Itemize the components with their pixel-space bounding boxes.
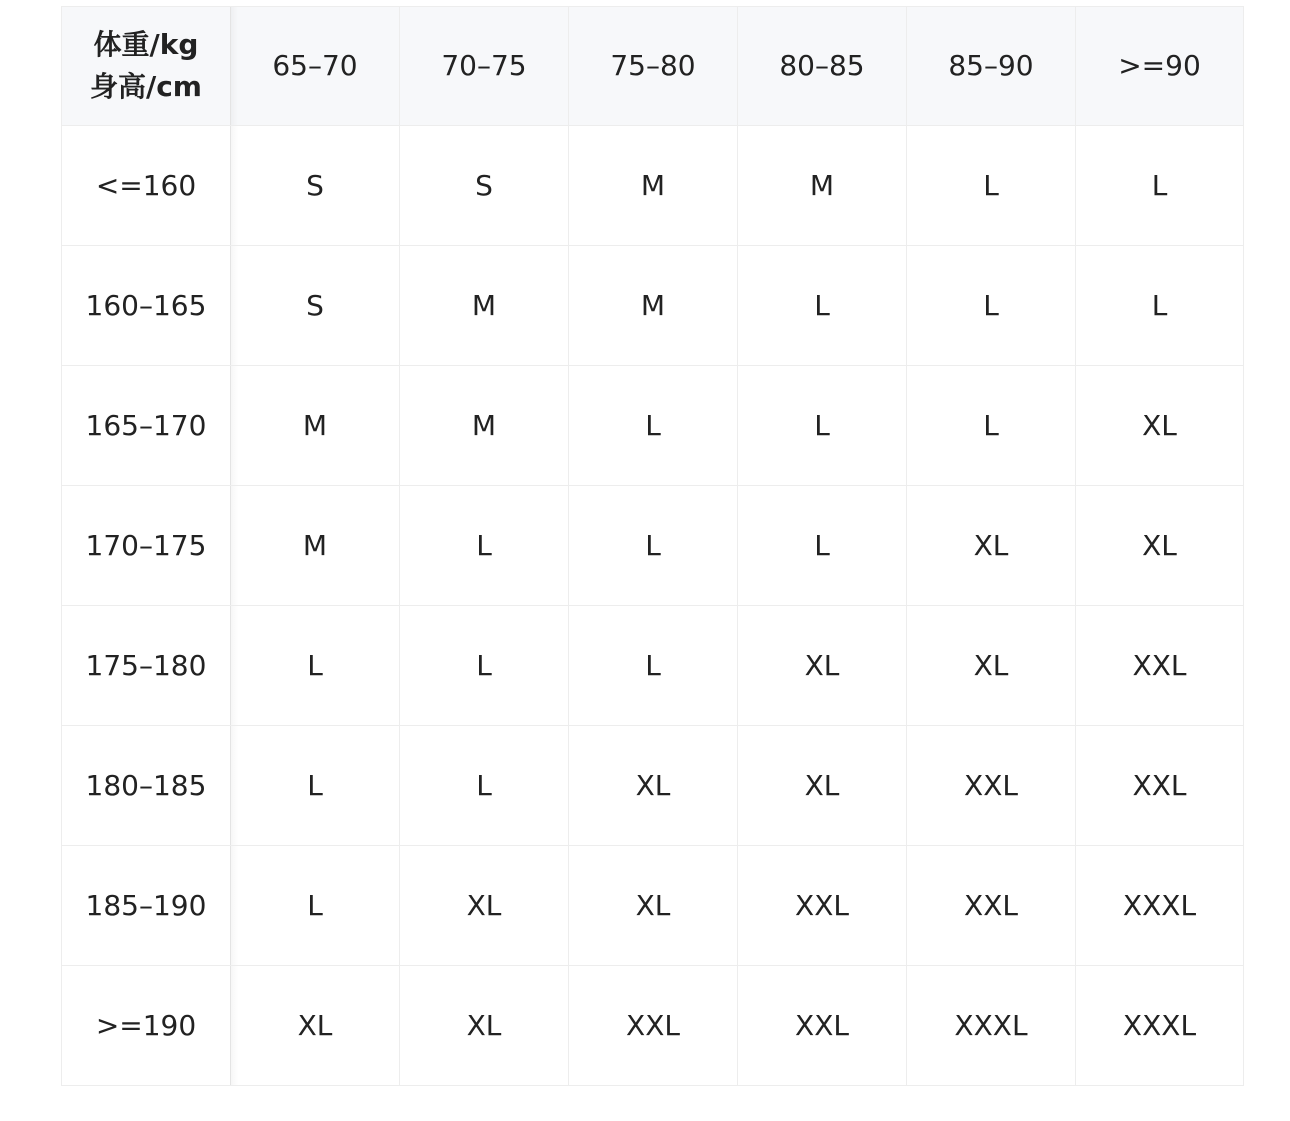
- size-cell: XL: [907, 606, 1076, 726]
- size-cell: L: [907, 126, 1076, 246]
- height-row-header: 160–165: [62, 246, 231, 366]
- size-cell: L: [569, 366, 738, 486]
- size-cell: XXL: [1076, 606, 1244, 726]
- weight-header-cell: 65–70: [231, 7, 400, 126]
- size-chart-table: [61, 6, 1244, 1086]
- height-row-header: 170–175: [62, 486, 231, 606]
- weight-header-cell: >=90: [1076, 7, 1244, 126]
- size-cell: XL: [569, 726, 738, 846]
- size-cell: XXL: [738, 966, 907, 1086]
- header-row: [62, 7, 1244, 126]
- size-cell: XL: [400, 966, 569, 1086]
- size-cell: L: [907, 246, 1076, 366]
- size-cell: XXXL: [1076, 966, 1244, 1086]
- size-cell: L: [1076, 126, 1244, 246]
- size-cell: M: [231, 366, 400, 486]
- size-cell: L: [400, 726, 569, 846]
- size-cell: L: [400, 606, 569, 726]
- size-cell: L: [907, 366, 1076, 486]
- size-cell: XL: [1076, 486, 1244, 606]
- size-cell: S: [231, 126, 400, 246]
- corner-header-cell: [62, 7, 231, 126]
- table-header: [62, 7, 1244, 126]
- size-cell: L: [400, 486, 569, 606]
- size-cell: L: [1076, 246, 1244, 366]
- size-cell: M: [231, 486, 400, 606]
- table-row: [62, 606, 1244, 726]
- weight-header-cell: 85–90: [907, 7, 1076, 126]
- size-cell: XL: [1076, 366, 1244, 486]
- table-row: [62, 846, 1244, 966]
- size-cell: XXL: [907, 726, 1076, 846]
- weight-header-cell: 75–80: [569, 7, 738, 126]
- size-cell: L: [231, 726, 400, 846]
- table-row: [62, 246, 1244, 366]
- size-cell: M: [400, 246, 569, 366]
- height-row-header: 185–190: [62, 846, 231, 966]
- size-cell: XXL: [907, 846, 1076, 966]
- size-cell: S: [231, 246, 400, 366]
- size-cell: XXXL: [907, 966, 1076, 1086]
- height-row-header: <=160: [62, 126, 231, 246]
- size-cell: XL: [907, 486, 1076, 606]
- size-cell: XL: [569, 846, 738, 966]
- weight-axis-label: 体重/kg: [93, 28, 199, 61]
- size-cell: L: [231, 606, 400, 726]
- height-row-header: >=190: [62, 966, 231, 1086]
- table-row: [62, 966, 1244, 1086]
- size-cell: S: [400, 126, 569, 246]
- size-cell: L: [231, 846, 400, 966]
- size-cell: XL: [738, 606, 907, 726]
- size-cell: XL: [738, 726, 907, 846]
- size-cell: L: [738, 366, 907, 486]
- size-cell: L: [569, 486, 738, 606]
- size-cell: XXL: [1076, 726, 1244, 846]
- height-row-header: 175–180: [62, 606, 231, 726]
- size-cell: M: [569, 246, 738, 366]
- height-row-header: 180–185: [62, 726, 231, 846]
- size-cell: XL: [231, 966, 400, 1086]
- size-cell: XXL: [738, 846, 907, 966]
- table-row: [62, 366, 1244, 486]
- size-cell: XXL: [569, 966, 738, 1086]
- size-cell: L: [569, 606, 738, 726]
- size-cell: XL: [400, 846, 569, 966]
- weight-header-cell: 70–75: [400, 7, 569, 126]
- size-cell: M: [738, 126, 907, 246]
- weight-header-cell: 80–85: [738, 7, 907, 126]
- table-row: [62, 726, 1244, 846]
- table-row: [62, 126, 1244, 246]
- size-cell: L: [738, 246, 907, 366]
- size-cell: XXXL: [1076, 846, 1244, 966]
- size-cell: L: [738, 486, 907, 606]
- size-cell: M: [400, 366, 569, 486]
- height-axis-label: 身高/cm: [89, 70, 202, 103]
- table-row: [62, 486, 1244, 606]
- size-cell: M: [569, 126, 738, 246]
- table-body: [62, 126, 1244, 1086]
- height-row-header: 165–170: [62, 366, 231, 486]
